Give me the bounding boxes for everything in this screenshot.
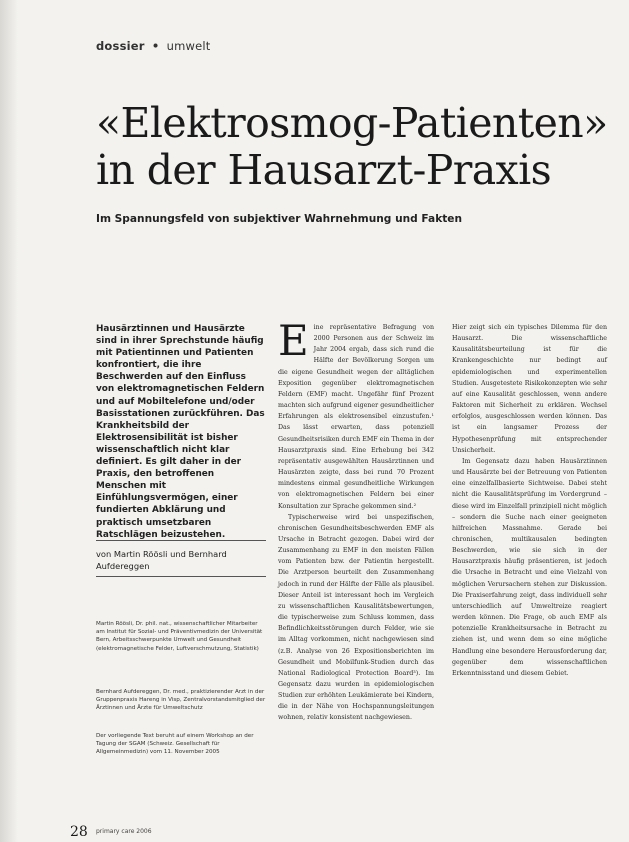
paragraph-text: ine repräsentative Befragung von 2000 Personen aus der Schweiz im Jahr 2004 ergab, dass sich rund die Hälfte der Bevölkerung Sorgen um die eigene Gesundheit wegen der alltäglichen Exposition gegenüber elektromagnetischen Feldern (EMF) macht. Ungefähr fünf Prozent machten sich aufgrund eigener gesundheitlicher Erfahrungen als elektrosensibel einzustufen.¹ Das lässt erwarten, dass potenziell Gesundheitsrisiken durch EMF ein Thema in der Hausarztpraxis sind. Eine Erhebung bei 342 repräsentativ ausgewählten Hausärztinnen und Hausärzten zeigte, dass bei rund 70 Prozent mindestens einmal gesundheitliche Wirkungen von elektromagnetischen Feldern bei einer Konsultation zur Sprache gekommen sind.² (278, 324, 434, 510)
article-lead: Hausärztinnen und Hausärzte sind in ihrer Sprechstunde häufig mit Patientinnen und Patienten konfrontiert, die ihre Beschwerden auf den Einfluss von elektromagnetischen Feldern und auf Mobiltelefone und/oder Basisstationen zurückführen. Das Krankheitsbild der Elektrosensibilität ist bisher wissenschaftlich nicht klar definiert. Es gilt daher in der Praxis, den betroffenen Menschen mit Einfühlungsvermögen, einer fundierten Abklärung und praktisch umsetzbaren Ratschlägen beizustehen. (96, 324, 265, 540)
article-title (96, 100, 616, 194)
section-kicker (96, 39, 211, 53)
page-gutter (0, 0, 18, 842)
magazine-footer: primary care 2006 (96, 828, 152, 835)
article-subtitle: Im Spannungsfeld von subjektiver Wahrnehmung und Fakten (96, 213, 463, 225)
author-bio-3: Der vorliegende Text beruht auf einem Workshop an der Tagung der SGAM (Schweiz. Gesellschaft für Allgemeinmedizin) vom 11. November 2005 (96, 733, 254, 756)
title-line-1: «Elektrosmog-Patienten» (96, 99, 608, 147)
page-number: 28 (70, 824, 88, 840)
drop-cap: E (278, 316, 309, 365)
section-label: dossier (96, 39, 145, 53)
author-bio-1: Martin Röösli, Dr. phil. nat., wissenschaftlicher Mitarbeiter am Institut für Sozial- und Präventivmedizin der Universität Bern, Arbeitsschwerpunkte Umwelt und Gesundheit (elektromagnetische Felder, Luftverschmutzung, Statistik) (96, 621, 263, 652)
kicker-separator: • (151, 39, 160, 53)
body-column-1 (278, 316, 434, 724)
byline-divider (96, 576, 266, 577)
body-paragraph (278, 316, 434, 512)
title-line-2: in der Hausarzt-Praxis (96, 146, 552, 194)
body-paragraph: Hier zeigt sich ein typisches Dilemma für den Hausarzt. Die wissenschaftliche Kausalitätsbeurteilung ist für die Krankengeschichte nur bedingt auf epidemiologischen und experimentellen Studien. Ausgetestete Risikokonzepten wie sehr auf eine Kausalität geschlossen, wenn andere Faktoren mit Sicherheit zu erklären. Wechsel erfolglos, ausgeschlossen werden können. Das ist ein langsamer Prozess der Hypothesenprüfung mit entsprechender Unsicherheit. (452, 324, 607, 454)
author-bio-2: Bernhard Aufdereggen, Dr. med., praktizierender Arzt in der Gruppenpraxis Hareng in Visp, Zentralvorstandsmitglied der Ärztinnen und Ärzte für Umweltschutz (96, 689, 266, 712)
lead-divider (96, 540, 266, 541)
body-column-2 (452, 322, 607, 679)
author-byline: von Martin Röösli und Bernhard Aufdereggen (96, 549, 227, 571)
body-paragraph: Im Gegensatz dazu haben Hausärztinnen und Hausärzte bei der Betreuung von Patienten eine einzelfallbasierte Sichtweise. Dabei steht nicht die Kausalitätsprüfung im Vordergrund – diese wird im Einzelfall prinzipiell nicht möglich – sondern die Suche nach einer geeigneten hilfreichen Massnahme. Gerade bei chronischen, multikausalen bedingten Beschwerden, wie sie sich in der Hausarztpraxis häufig präsentieren, ist jedoch die Ursache in Betracht und eine Vielzahl von möglichen Verursachern stehen zur Diskussion. Die Praxiserfahrung zeigt, dass individuell sehr unterschiedlich auf Umweltreize reagiert werden können. Die Frage, ob auch EMF als potenzielle Krankheitsursache in Betracht zu ziehen ist, und wenn dem so eine mögliche Handlung eine besondere Herausforderung dar, gegenüber dem wissenschaftlichen Erkenntnisstand und diesem Gebiet. (452, 457, 607, 677)
topic-label: umwelt (166, 39, 211, 53)
body-paragraph: Typischerweise wird bei unspezifischen, chronischen Gesundheitsbeschwerden EMF als Ursache in Betracht gezogen. Dabei wird der Zusammenhang zu EMF in den meisten Fällen vom Patienten bzw. der Patientin hergestellt. Die Arztperson beurteilt den Zusammenhang jedoch in rund der Hälfte der Fälle als plausibel. Dieser Anteil ist interessant hoch im Vergleich zu wissenschaftlichen Kausalitätsbewertungen, die typischerweise zum Schluss kommen, dass Befindlichkeitsstörungen durch Felder, wie sie im Alltag vorkommen, nicht nachgewiesen sind (z.B. Analyse von 26 Expositionsberichten im Gesundheit und Mobilfunk-Studien durch das National Radiological Protection Board³). Im Gegensatz dazu wurden in epidemiologischen Studien zur erhöhten Leukämierate bei Kindern, die in der Nähe von Hochspannungsleitungen wohnen, relativ konsistent nachgewiesen. (278, 513, 434, 722)
